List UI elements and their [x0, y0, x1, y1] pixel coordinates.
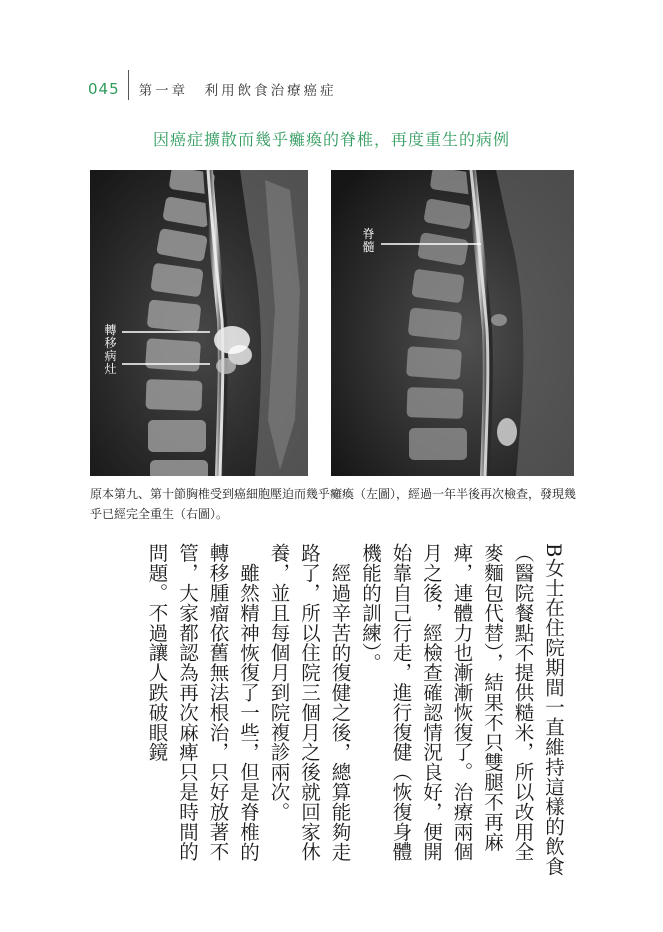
page-number: 045: [88, 80, 120, 98]
mri-image-left: [90, 170, 308, 476]
running-header: [88, 79, 337, 99]
figure-caption: 原本第九、第十節胸椎受到癌細胞壓迫而幾乎癱瘓（左圖），經過一年半後再次檢查，發現幾乎已經完全重生（右圖）。: [90, 487, 577, 521]
mri-image-right: [331, 170, 574, 476]
header-divider: [128, 70, 129, 100]
chapter-title: 第一章 利用飲食治療癌症: [138, 83, 337, 99]
lesion-label: 轉移病灶: [104, 323, 117, 376]
body-text: [80, 543, 568, 878]
spinal-cord-label: 脊髓: [362, 227, 375, 254]
body-paragraph-3: 雖然精神恢復了一些，但是脊椎的轉移腫瘤依舊無法根治，只好放著不管，大家都認為再次麻痺只是時間的問題。不過讓人跌破眼鏡: [145, 543, 260, 862]
body-paragraph-2: 經過辛苦的復健之後，總算能夠走路了，所以住院三個月之後就回家休養，並且每個月到院複診兩次。: [267, 543, 352, 862]
body-paragraph-1: B女士在住院期間一直維持這樣的飲食（醫院餐點不提供糙米，所以改用全麥麵包代替），結果不只雙腿不再麻痺，連體力也漸漸恢復了。治療兩個月之後，經檢查確認情況良好，便開始靠自己行走，進行復健（恢復身體機能的訓練）。: [359, 543, 565, 877]
figure-title: 因癌症擴散而幾乎癱瘓的脊椎，再度重生的病例: [152, 130, 510, 149]
